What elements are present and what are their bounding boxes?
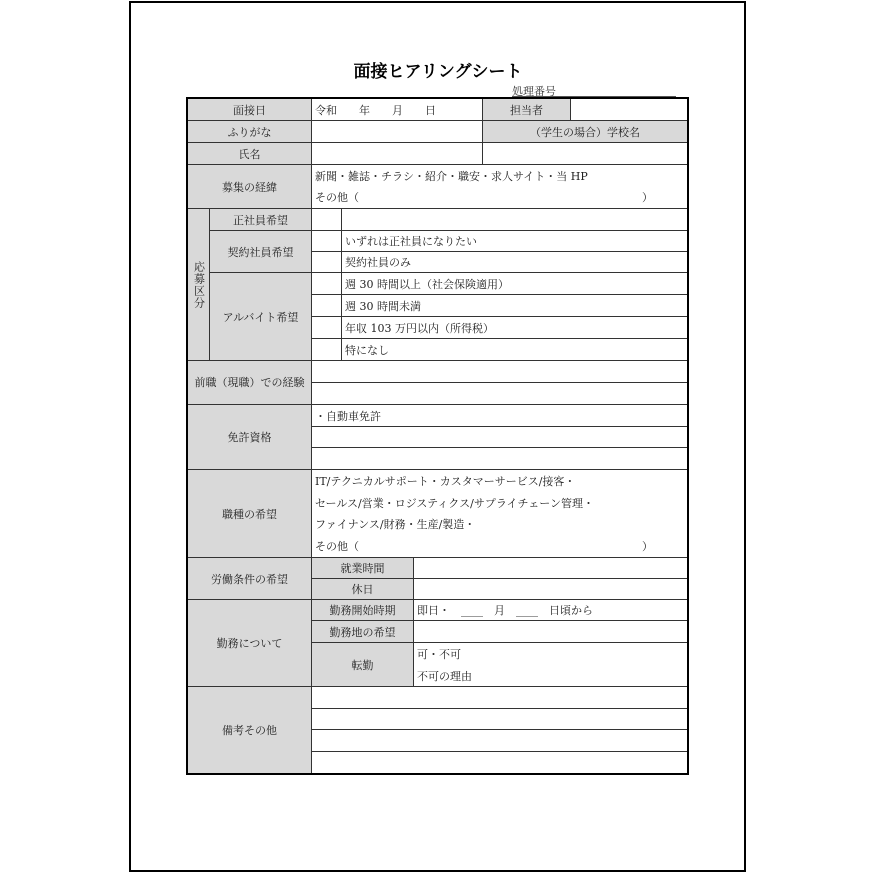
full-time-note[interactable] [342,209,687,231]
work-location-label: 勤務地の希望 [312,621,414,643]
recruitment-source-close: ） [642,191,653,205]
furigana-label: ふりがな [188,121,312,143]
staff-field[interactable] [571,99,687,121]
remarks-line[interactable] [312,709,687,730]
contract-option-checkbox[interactable] [312,252,342,273]
job-preference-label: 職種の希望 [188,470,312,558]
remarks-line[interactable] [312,730,687,752]
school-name-field[interactable] [483,143,687,165]
job-preference-line[interactable]: セールス/営業・ロジスティクス/サプライチェーン管理・ [315,496,595,510]
work-location-field[interactable] [414,621,687,643]
remarks-line[interactable] [312,687,687,709]
school-name-label: （学生の場合）学校名 [483,121,687,143]
previous-job-label: 前職（現職）での経験 [188,361,312,405]
working-hours-field[interactable] [414,558,687,579]
name-label: 氏名 [188,143,312,165]
part-time-option-checkbox[interactable] [312,295,342,317]
transfer-label: 転勤 [312,643,414,687]
previous-job-line[interactable] [312,383,687,405]
holidays-label: 休日 [312,579,414,600]
start-date-field[interactable]: 即日・ ____ 月 ____ 日頃から [414,600,687,621]
holidays-field[interactable] [414,579,687,600]
part-time-label: アルバイト希望 [210,273,312,361]
job-preference-line[interactable]: ファイナンス/財務・生産/製造・ [315,518,476,532]
contract-label: 契約社員希望 [210,231,312,273]
working-conditions-label: 労働条件の希望 [188,558,312,600]
licenses-label: 免許資格 [188,405,312,470]
interview-form [186,97,689,775]
staff-label: 担当者 [483,99,571,121]
recruitment-source-other[interactable]: その他（ [315,191,359,205]
license-entry[interactable]: ・自動車免許 [312,405,687,427]
full-time-label: 正社員希望 [210,209,312,231]
part-time-option-checkbox[interactable] [312,317,342,339]
recruitment-source-cell [312,165,687,209]
working-hours-label: 就業時間 [312,558,414,579]
license-line[interactable] [312,427,687,448]
contract-option[interactable]: いずれは正社員になりたい [342,231,687,252]
transfer-field[interactable]: 可・不可 [417,648,461,661]
part-time-option[interactable]: 特になし [342,339,687,361]
remarks-line[interactable] [312,752,687,773]
interview-date-label: 面接日 [188,99,312,121]
license-line[interactable] [312,448,687,470]
employment-label: 勤務について [188,600,312,687]
recruitment-source-options[interactable]: 新聞・雑誌・チラシ・紹介・職安・求人サイト・当 HP [315,169,588,183]
full-time-checkbox[interactable] [312,209,342,231]
previous-job-line[interactable] [312,361,687,383]
job-preference-other[interactable]: その他（ [315,540,359,554]
contract-option[interactable]: 契約社員のみ [342,252,687,273]
start-date-label: 勤務開始時期 [312,600,414,621]
furigana-field[interactable] [312,121,483,143]
remarks-label: 備考その他 [188,687,312,773]
part-time-option[interactable]: 週 30 時間以上（社会保険適用） [342,273,687,295]
job-preference-close: ） [642,540,653,554]
job-preference-cell [312,470,687,558]
part-time-option-checkbox[interactable] [312,273,342,295]
contract-option-checkbox[interactable] [312,231,342,252]
recruitment-source-label: 募集の経緯 [188,165,312,209]
part-time-option[interactable]: 年収 103 万円以内（所得税） [342,317,687,339]
interview-date-field[interactable]: 令和 年 月 日 [312,99,483,121]
name-field[interactable] [312,143,483,165]
transfer-reason-field[interactable]: 不可の理由 [414,665,687,687]
application-category-label: 応募区分 [188,209,210,361]
job-preference-line[interactable]: IT/テクニカルサポート・カスタマーサービス/接客・ [315,474,576,488]
processing-number-label: 処理番号 [512,85,556,98]
part-time-option-checkbox[interactable] [312,339,342,361]
page-title: 面接ヒアリングシート [353,62,523,82]
part-time-option[interactable]: 週 30 時間未満 [342,295,687,317]
